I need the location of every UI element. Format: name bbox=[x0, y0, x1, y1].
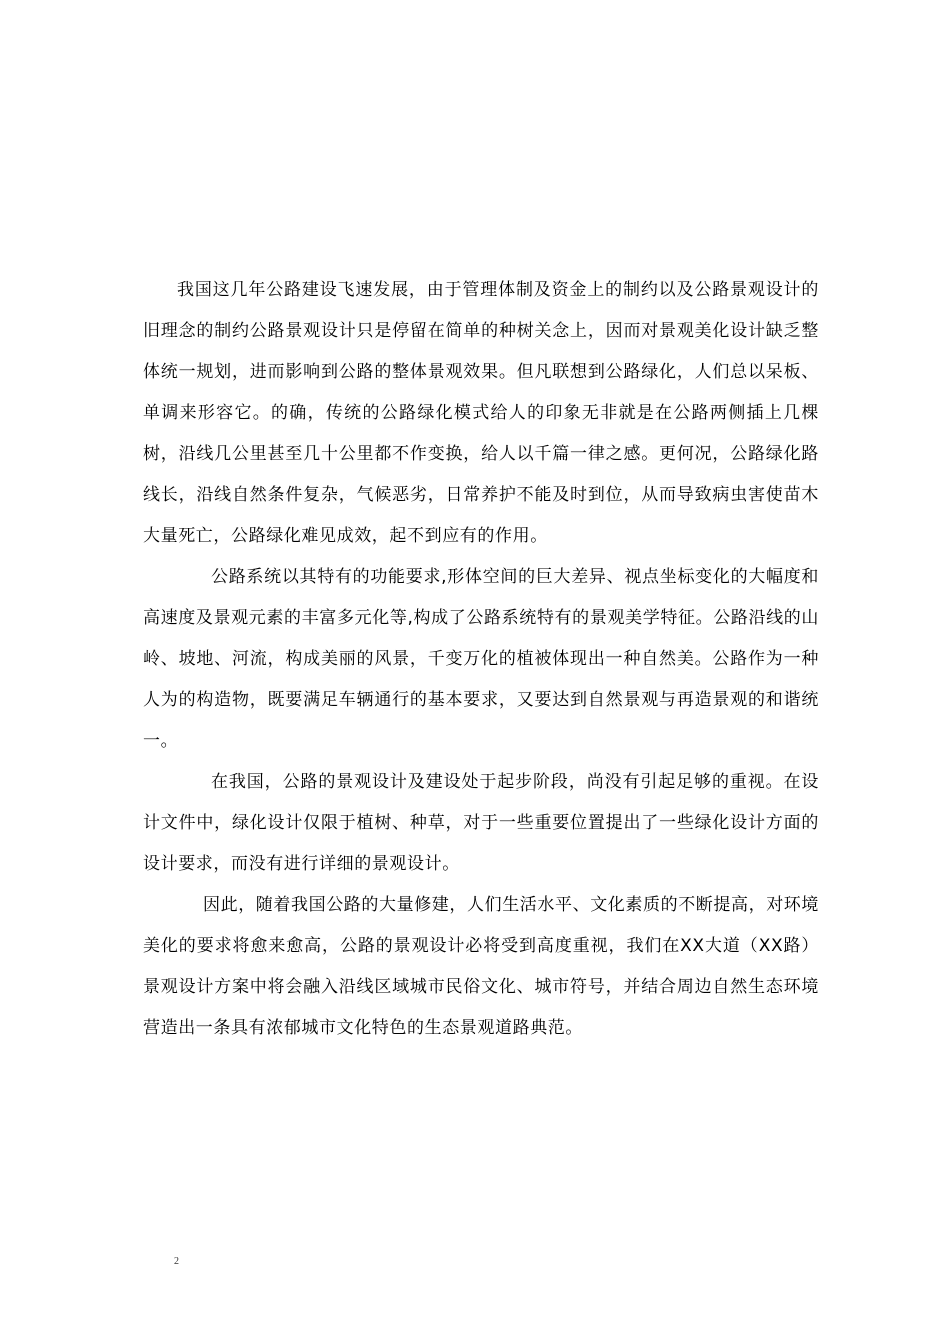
body-text bbox=[143, 270, 819, 1049]
paragraph-3: 在我国，公路的景观设计及建设处于起步阶段，尚没有引起足够的重视。在设计文件中，绿化设计仅限于植树、种草，对于一些重要位置提出了一些绿化设计方面的设计要求，而没有进行详细的景观设计。 bbox=[143, 772, 819, 874]
paragraph-4: 因此，随着我国公路的大量修建，人们生活水平、文化素质的不断提高，对环境美化的要求将愈来愈高，公路的景观设计必将受到高度重视，我们在XX大道（XX路）景观设计方案中将会融入沿线区域城市民俗文化、城市符号，并结合周边自然生态环境营造出一条具有浓郁城市文化特色的生态景观道路典范。 bbox=[143, 895, 819, 1038]
page-number: 2 bbox=[174, 1256, 179, 1267]
paragraph-1: 我国这几年公路建设飞速发展，由于管理体制及资金上的制约以及公路景观设计的旧理念的制约公路景观设计只是停留在简单的种树关念上，因而对景观美化设计缺乏整体统一规划，进而影响到公路的整体景观效果。但凡联想到公路绿化，人们总以呆板、单调来形容它。的确，传统的公路绿化模式给人的印象无非就是在公路两侧插上几棵树，沿线几公里甚至几十公里都不作变换，给人以千篇一律之感。更何况，公路绿化路线长，沿线自然条件复杂，气候恶劣，日常养护不能及时到位，从而导致病虫害使苗木大量死亡，公路绿化难见成效，起不到应有的作用。 bbox=[143, 280, 819, 546]
paragraph-2: 公路系统以其特有的功能要求,形体空间的巨大差异、视点坐标变化的大幅度和高速度及景观元素的丰富多元化等,构成了公路系统特有的景观美学特征。公路沿线的山岭、坡地、河流，构成美丽的风景，千变万化的植被体现出一种自然美。公路作为一种人为的构造物，既要满足车辆通行的基本要求，又要达到自然景观与再造景观的和谐统一。 bbox=[143, 567, 819, 751]
